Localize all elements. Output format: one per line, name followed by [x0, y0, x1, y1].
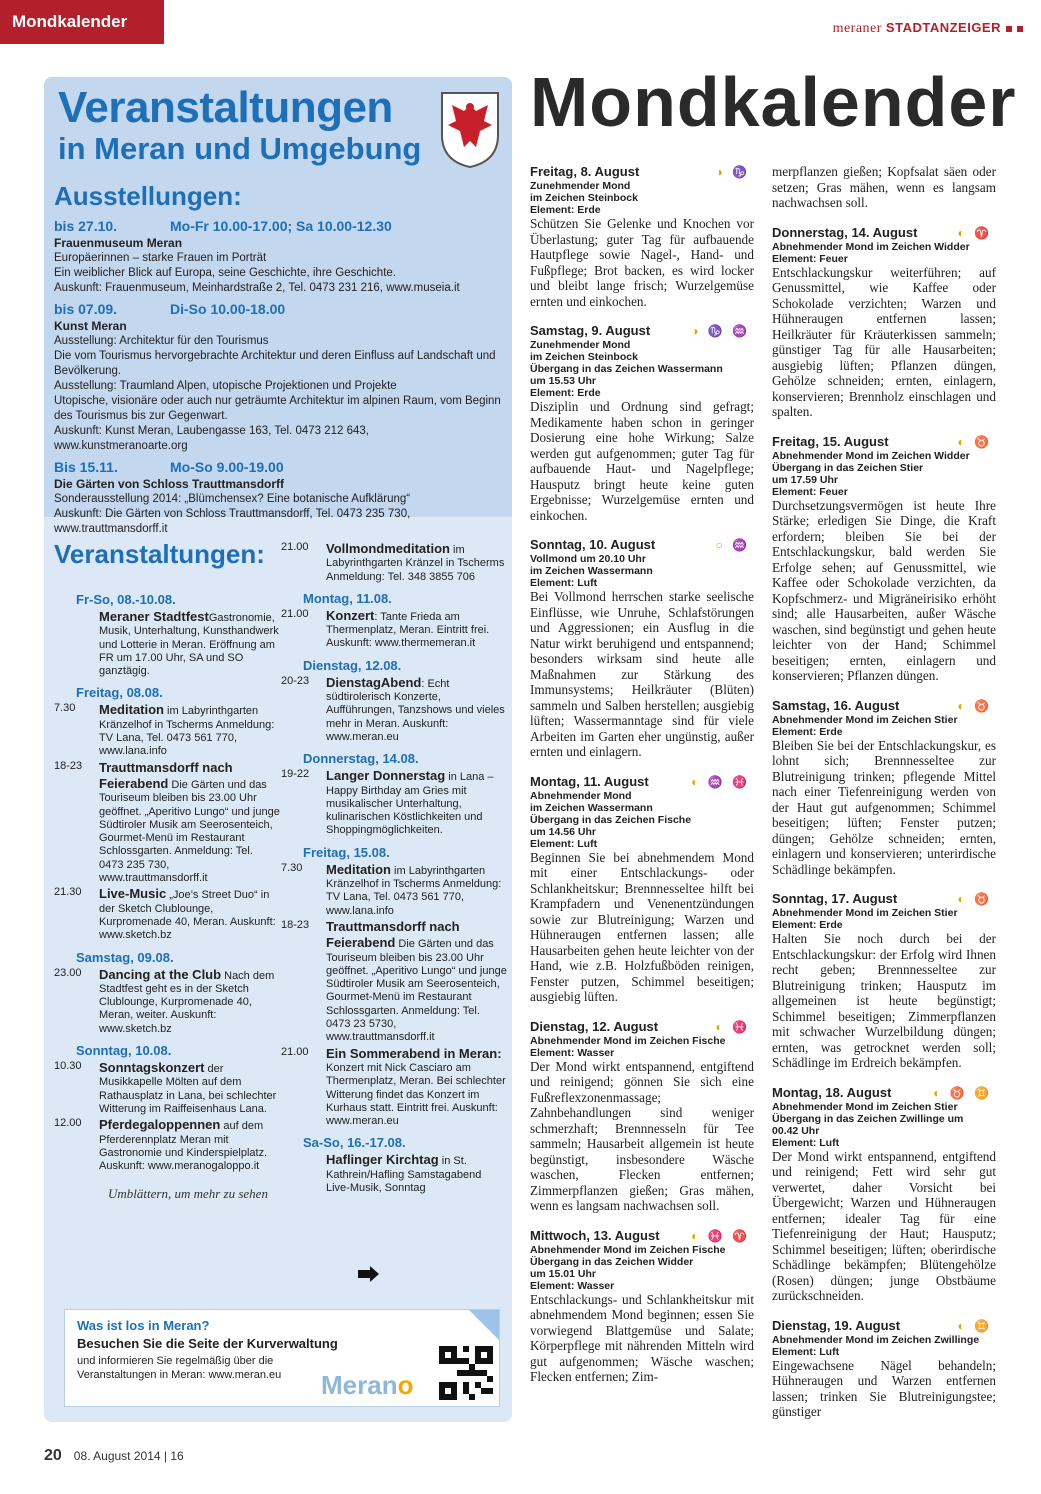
- brand-square-icon: [1017, 26, 1023, 32]
- event-day: Samstag, 09.08.: [76, 949, 174, 965]
- event-text: im Labyrinthgarten Kränzelhof in Tscherms Anmeldung: TV Lana, Tel. 0473 561 770, www.lana.info: [99, 705, 275, 758]
- exhibition-hours: Mo-Fr 10.00-17.00; Sa 10.00-12.30: [170, 218, 392, 234]
- moon-sub-line: Element: Erde: [530, 387, 601, 399]
- moon-day-heading: [530, 774, 754, 790]
- event-time: 7.30: [281, 861, 303, 874]
- page-footer: [44, 1447, 184, 1465]
- event-name: Pferdegaloppennen: [99, 1117, 221, 1133]
- moon-sub-line: Übergang in das Zeichen Zwillinge um: [772, 1112, 964, 1125]
- moon-entry: [530, 537, 754, 760]
- moon-phase-icon: ◑ ♑ ♒: [691, 324, 750, 338]
- moon-sub-line: Abnehmender Mond im Zeichen Stier: [772, 1100, 958, 1113]
- event-name: Ein Sommerabend in Meran:: [326, 1045, 502, 1061]
- moon-entry: [772, 164, 996, 211]
- event-body: [99, 760, 280, 886]
- event-name: DienstagAbend: [326, 674, 422, 690]
- moon-day-heading: [530, 537, 754, 553]
- event-body: [326, 862, 507, 918]
- exhibition-line: Auskunft: Frauenmuseum, Meinhardstraße 2, Tel. 0473 231 216, www.museia.it: [54, 282, 460, 294]
- event-row: [54, 1117, 280, 1173]
- moon-sub-line: Übergang in das Zeichen Widder: [530, 1255, 694, 1268]
- exhibition-line: Ausstellung: Traumland Alpen, utopische Projektionen und Projekte: [54, 380, 397, 392]
- event-name: Konzert: [326, 607, 375, 623]
- event-time: 21.00: [281, 1045, 309, 1058]
- event-body: [99, 1117, 280, 1173]
- qr-code-icon: [439, 1346, 493, 1400]
- moon-day: Dienstag, 12. August: [530, 1018, 659, 1034]
- moon-sub-line: Zunehmender Mond: [530, 180, 631, 192]
- event-day: Freitag, 08.08.: [76, 685, 163, 701]
- event-row: [281, 862, 507, 918]
- event-name: Trauttmansdorff nach Feierabend: [326, 918, 460, 951]
- moon-sub-line: Element: Wasser: [530, 1046, 615, 1059]
- moon-sub-line: Element: Erde: [530, 204, 601, 216]
- event-time: 21.00: [281, 607, 309, 620]
- event-text: „Joe’s Street Duo“ in der Sketch Clublounge, Kurpromenade 40, Meran. Auskunft: www.sketch.bz: [99, 889, 276, 942]
- event-name: Meditation: [326, 861, 391, 877]
- event-name: Haflinger Kirchtag: [326, 1152, 439, 1168]
- box-corner: [469, 1310, 499, 1340]
- moon-sub-line: 00.42 Uhr: [772, 1124, 820, 1137]
- moon-sub-line: Element: Erde: [772, 919, 843, 931]
- exhibition-item: [54, 300, 504, 454]
- moon-sub-line: Übergang in das Zeichen Wassermann: [530, 363, 723, 375]
- event-time: 7.30: [54, 702, 76, 715]
- exhibition-name: Kunst Meran: [54, 319, 127, 333]
- moon-text: Entschlackungskur weiterführen; auf Genussmittel, wie Kaffee oder Schokolade verzichten; Warzen und Hühneraugen entfernen lassen; Heilkräuter für Kräuterkissen sammeln; günstiger Tag für alle Hausarbeiten; ausgiebig lüften; Pflanzen düngen, Gehölze schneiden; ernten, einlagern, konservieren; Brennholz einschlagen und spalten.: [772, 264, 996, 419]
- moon-day-heading: [530, 323, 754, 339]
- event-time: 21.00: [281, 541, 309, 553]
- exhibition-line: Europäerinnen – starke Frauen im Porträt: [54, 252, 267, 264]
- moon-day-heading: [772, 1085, 996, 1101]
- moon-day-heading: [772, 1318, 996, 1334]
- exhibition-line: Auskunft: Die Gärten von Schloss Trauttmansdorff, Tel. 0473 235 730, www.trauttmansdorff.it: [54, 508, 411, 535]
- moon-phase-icon: ◐ ♉: [957, 698, 992, 713]
- event-text: Konzert mit Nick Casciaro am Thermenplatz, Meran. Bei schlechter Witterung findet das Konzert im Kurhaus statt. Eintritt frei. Auskunft: www.meran.eu: [326, 1061, 506, 1128]
- merano-info-box: [64, 1309, 500, 1407]
- coat-of-arms-icon: [440, 91, 500, 169]
- exhibition-line: Die vom Tourismus hervorgebrachte Architektur und deren Einfluss auf Landschaft und Bevölkerung.: [54, 350, 496, 377]
- event-text: im Labyrinthgarten Kränzel in Tscherms Anmeldung: Tel. 348 3855 706: [326, 544, 505, 583]
- moon-sub-line: um 14.56 Uhr: [530, 825, 596, 838]
- exhibition-name: Die Gärten von Schloss Trauttmansdorff: [54, 477, 285, 491]
- event-row: [281, 1152, 507, 1195]
- moon-entry: [530, 164, 754, 309]
- event-time: [54, 609, 99, 678]
- event-time: 12.00: [54, 1117, 82, 1130]
- event-body: [99, 609, 280, 678]
- moon-phase-icon: ◐ ♈: [957, 225, 992, 240]
- moon-entry: [530, 1019, 754, 1214]
- event-body: [326, 768, 507, 837]
- moon-day-heading: [772, 698, 996, 714]
- event-row: [281, 541, 507, 584]
- event-body: [326, 541, 507, 584]
- events-heading: Veranstaltungen:: [54, 539, 265, 569]
- moon-phase-icon: ◐ ♓ ♈: [691, 1228, 750, 1243]
- moon-entry: [530, 774, 754, 1005]
- moon-phase-icon: ◐ ♉: [957, 434, 992, 449]
- moon-sub-line: Abnehmender Mond im Zeichen Fische: [530, 1243, 726, 1256]
- moon-text: Bleiben Sie bei der Entschlackungskur, es lohnt sich; Brennnesseltee zur Blutreinigung trinken; pflegende Mittel nach einer Tiefenreinigung werden von der Haut gut aufgenommen; Schimmel beseitigen; lüften; Fenster putzen; düngen; Gehölze schneiden; ernten, einlagern und konservieren; unterirdische Schädlinge bekämpfen.: [772, 737, 996, 877]
- event-text: in St. Kathrein/Hafling Samstagabend Live-Musik, Sonntag: [326, 1155, 482, 1194]
- moon-text: Durchsetzungsvermögen ist heute Ihre Stärke; erledigen Sie Dinge, die Kraft erfordern; bleiben Sie bei der Entschlackungskur, bald werden Sie Erfolge sehen; auf Genussmittel, wie Kaffee oder Schokolade verzichten, da Kopfschmerz- und Migräneirisiko erhöht sind; alle Hausarbeiten, außer Wäsche waschen, sind begünstigt und gehen heute leichter von der Hand; Schimmel beseitigen; ernten, einlagern und konservieren; Pflanzen düngen.: [772, 497, 996, 683]
- page-number: 20: [44, 1447, 62, 1464]
- moon-day-heading: [530, 1019, 754, 1035]
- event-name: Meraner Stadtfest: [99, 609, 209, 624]
- event-body: [326, 919, 507, 1045]
- moon-day-heading: [772, 225, 996, 241]
- event-name: Sonntagskonzert: [99, 1060, 205, 1076]
- event-row: [281, 919, 507, 1045]
- events-column-1: [54, 585, 280, 1173]
- exhibition-hours: Di-So 10.00-18.00: [170, 301, 286, 317]
- exhibition-date: bis 07.09.: [54, 301, 118, 317]
- event-text: der Musikkapelle Mölten auf dem Rathausplatz in Lana, bei schlechter Witterung im Raiffeisenhaus Lana.: [99, 1063, 277, 1115]
- moon-day: Mittwoch, 13. August: [530, 1227, 660, 1243]
- moon-day: Montag, 18. August: [772, 1084, 892, 1100]
- brand-script: meraner: [832, 21, 882, 36]
- moon-column-2: [772, 164, 996, 1434]
- moon-day: Freitag, 15. August: [772, 433, 889, 449]
- moon-sub-line: Element: Luft: [772, 1136, 840, 1149]
- exhibition-date: Bis 15.11.: [54, 459, 118, 475]
- event-text: Gastronomie, Musik, Unterhaltung, Kunsthandwerk und Lotterie in Meran. Eröffnung am FR um 17.00 Uhr, SA und SO ganztägig.: [99, 612, 279, 678]
- exhibition-date: bis 27.10.: [54, 218, 118, 234]
- events-subtitle: in Meran und Umgebung: [58, 131, 422, 166]
- event-text: Die Gärten und das Touriseum bleiben bis 23.00 Uhr geöffnet. „Aperitivo Lungo“ und junge Südtiroler Musik am Seerosenteich, Gourmet-Menü im Restaurant Schlossgarten. Anmeldung: Tel. 0473 235 730, www.trauttmansdorff.it: [99, 778, 280, 885]
- moon-phase-icon: ◐ ♉ ♊: [933, 1085, 992, 1100]
- event-body: [326, 1152, 507, 1195]
- moon-day: Freitag, 8. August: [530, 164, 640, 179]
- event-row: [54, 967, 280, 1036]
- event-day: Montag, 11.08.: [303, 590, 392, 606]
- moon-sub-line: Element: Wasser: [530, 1279, 615, 1292]
- moon-sub-line: Element: Luft: [772, 1345, 840, 1358]
- moon-sub-line: Abnehmender Mond im Zeichen Stier: [772, 713, 958, 726]
- event-text: : Echt südtirolerisch Konzerte, Aufführungen, Tanzshows und vieles mehr in Meran. Auskunft: www.meran.eu: [326, 677, 505, 743]
- event-body: [99, 886, 280, 942]
- moon-entry: [772, 1085, 996, 1304]
- moon-day: Sonntag, 10. August: [530, 537, 656, 552]
- event-row: [281, 608, 507, 651]
- brand-square-icon: [1006, 26, 1012, 32]
- moon-sub-line: Zunehmender Mond: [530, 339, 631, 351]
- moon-sub-line: Element: Feuer: [772, 252, 848, 265]
- event-row: [54, 760, 280, 886]
- moon-sub-line: im Zeichen Wassermann: [530, 801, 653, 814]
- moon-entry: [772, 1318, 996, 1420]
- moon-day-heading: [772, 891, 996, 907]
- moon-entry: [530, 1228, 754, 1385]
- moon-day: Sonntag, 17. August: [772, 891, 898, 906]
- box-text: und informieren Sie regelmäßig über die Veranstaltungen in Meran: www.meran.eu: [77, 1355, 282, 1381]
- events-column-2: [281, 540, 507, 1195]
- merano-logo: [321, 1370, 413, 1401]
- moon-phase-icon: ◑ ♑: [715, 165, 750, 179]
- moon-sub-line: Vollmond um 20.10 Uhr: [530, 553, 646, 565]
- moon-phase-icon: ◐ ♒ ♓: [691, 774, 750, 789]
- moon-phase-icon: ◐ ♉: [957, 892, 992, 906]
- exhibition-line: Utopische, visionäre oder auch nur geträumte Architektur im alpinen Raum, vom Beginn des Tourismus bis zur Gegenwart.: [54, 395, 501, 422]
- moon-entry: [772, 891, 996, 1071]
- moon-day-heading: [530, 1228, 754, 1244]
- moon-sub-line: Abnehmender Mond im Zeichen Widder: [772, 449, 970, 462]
- event-time: 23.00: [54, 966, 82, 979]
- moon-day: Samstag, 16. August: [772, 697, 900, 713]
- moon-entry: [530, 323, 754, 523]
- moon-text: Bei Vollmond herrschen starke seelische Einflüsse, wie Unruhe, Schlafstörungen und Aggressionen; ein Ausflug in die Natur wirkt beruhigend und entspannend; besonders wirksam sind heute alle Maßnahmen zur Stärkung des Immunsystems; Heilkräuter (Blüten) sammeln und Salben herstellen; ausgiebig lüften; Wassermanntage sind für viele Arbeiten im Garten eher ungünstig, außer ernten und einlagern.: [530, 589, 754, 759]
- moon-sub-line: um 17.59 Uhr: [772, 473, 838, 486]
- event-name: Meditation: [99, 702, 164, 718]
- moon-entry: [772, 698, 996, 878]
- moon-text: merpflanzen gießen; Kopfsalat säen oder setzen; Gras mähen, wenn es langsam nachwachsen soll.: [772, 164, 996, 210]
- event-time: 10.30: [54, 1060, 82, 1073]
- event-text: Die Gärten und das Touriseum bleiben bis 23.00 Uhr geöffnet. „Aperitivo Lungo“ und junge Südtiroler Musik am Seerosenteich, Gourmet-Menü im Restaurant Schlossgarten. Anmeldung: Tel. 0473 23 5730, www.trauttmansdorff.it: [326, 938, 507, 1044]
- exhibition-line: Ausstellung: Architektur für den Tourismus: [54, 335, 269, 347]
- exhibition-line: Ein weiblicher Blick auf Europa, seine Geschichte, ihre Geschichte.: [54, 267, 396, 279]
- moon-sub-line: im Zeichen Steinbock: [530, 192, 638, 204]
- event-row: [54, 1060, 280, 1116]
- moon-phase-icon: ◐ ♊: [957, 1318, 992, 1333]
- exhibition-date-line: [54, 217, 504, 236]
- moon-text: Disziplin und Ordnung sind gefragt; Medikamente haben schon in geringer Dosierung eine hohe Wirkung; Salze werden gut aufgenommen; guter Tag für aufbauende Haut- und Nagelpflege; Hausputz bringt heute keine guten Ergebnisse; Wurzelgemüse ernten und einkochen.: [530, 399, 754, 523]
- exhibition-hours: Mo-So 9.00-19.00: [170, 459, 284, 475]
- event-time: 19-22: [281, 768, 310, 781]
- moon-day-heading: [772, 434, 996, 450]
- event-text: Nach dem Stadtfest geht es in der Sketch Clublounge, Kurpromenade 40, Meran, weiter. Auskunft: www.sketch.bz: [99, 969, 275, 1035]
- event-name: Vollmondmeditation: [326, 541, 450, 556]
- issue-info: 08. August 2014 | 16: [73, 1449, 184, 1463]
- event-time: 20-23: [281, 674, 310, 687]
- event-body: [326, 1046, 507, 1129]
- moon-sub-line: Element: Erde: [772, 725, 843, 738]
- moon-text: Halten Sie noch durch bei der Entschlackungskur: der Erfolg wird Ihnen recht geben; Brennnesseltee zur Blutreinigung trinken; Hausputz im allgemeinen ist heute begünstigt; Schimmel beseitigen; Zimmerpflanzen mit schwacher Wurzelbildung düngen; ernten, was getrocknet werden soll; Schädlinge im Erdreich bekämpfen.: [772, 931, 996, 1070]
- moon-text: Schützen Sie Gelenke und Knochen vor Überlastung; guter Tag für aufbauende Hautpflege sowie Nagel-, Hand- und Fußpflege; Brot backen, es wird locker und bleibt lange frisch; Wurzelgemüse ernten und einkochen.: [530, 216, 754, 309]
- exhibition-line: Sonderausstellung 2014: „Blümchensex? Eine botanische Aufklärung“: [54, 493, 411, 505]
- moon-entry: [772, 225, 996, 420]
- exhibition-line: Auskunft: Kunst Meran, Laubengasse 163, Tel. 0473 212 643, www.kunstmeranoarte.org: [54, 425, 369, 452]
- events-panel: [44, 77, 512, 1422]
- moon-text: Der Mond wirkt entspannend, entgiftend und reinigend; Fett wird sehr gut verwertet, daher Vorsicht bei Übergewicht; Warzen und Hühneraugen entfernen; idealer Tag für eine Tiefenreinigung der Haut; Hausputz; Schimmel beseitigen; lüften; oberirdische Schädlinge bekämpfen; Blütengehölze (Rosen) düngen; junge Obstbäume zurückschneiden.: [772, 1148, 996, 1303]
- event-name: Live-Music: [99, 886, 167, 902]
- event-body: [326, 608, 507, 651]
- event-name: Dancing at the Club: [99, 966, 222, 982]
- event-body: [326, 675, 507, 744]
- merano-logo-a: Meran: [321, 1370, 398, 1400]
- moon-sub-line: Abnehmender Mond: [530, 789, 632, 802]
- moon-sub-line: im Zeichen Steinbock: [530, 351, 638, 363]
- moon-sub-line: Abnehmender Mond im Zeichen Fische: [530, 1034, 726, 1047]
- moon-sub-line: Abnehmender Mond im Zeichen Zwillinge: [772, 1333, 980, 1346]
- event-day: Freitag, 15.08.: [303, 844, 390, 860]
- event-row: [54, 702, 280, 758]
- event-day: Dienstag, 12.08.: [303, 657, 402, 673]
- moon-sub-line: Element: Luft: [530, 577, 598, 589]
- event-time: [281, 1152, 326, 1195]
- arrow-right-icon: [356, 1266, 380, 1282]
- moon-sub-line: im Zeichen Wassermann: [530, 565, 653, 577]
- event-day: Donnerstag, 14.08.: [303, 751, 419, 767]
- section-tab: Mondkalender: [0, 0, 164, 44]
- moon-calendar-title: Mondkalender: [530, 63, 1017, 141]
- brand-bold: STADTANZEIGER: [885, 20, 1001, 35]
- event-name: Trauttmansdorff nach Feierabend: [99, 759, 233, 791]
- moon-text: Eingewachsene Nägel behandeln; Hühneraugen und Warzen entfernen lassen; trinken Sie Blutreinigungstee; günstiger: [772, 1357, 996, 1419]
- exhibition-date-line: [54, 300, 504, 319]
- event-day: Fr-So, 08.-10.08.: [76, 592, 176, 607]
- turn-page-hint: Umblättern, um mehr zu sehen: [108, 1186, 268, 1201]
- event-text: auf dem Pferderennplatz Meran mit Gastronomie und Kinderspielplatz. Auskunft: www.meranogaloppo.it: [99, 1120, 268, 1173]
- event-row: [54, 886, 280, 942]
- moon-day: Samstag, 9. August: [530, 323, 651, 338]
- moon-phase-icon: ○ ♒: [715, 538, 750, 552]
- moon-sub-line: um 15.53 Uhr: [530, 375, 596, 387]
- box-question: Was ist los in Meran?: [77, 1318, 210, 1333]
- event-day: Sa-So, 16.-17.08.: [303, 1135, 406, 1151]
- event-time: 18-23: [54, 759, 83, 772]
- exhibition-item: [54, 458, 504, 537]
- moon-sub-line: Abnehmender Mond im Zeichen Stier: [772, 907, 958, 919]
- moon-phase-icon: ◐ ♓: [715, 1019, 750, 1034]
- exhibition-date-line: [54, 458, 504, 477]
- event-name: Langer Donnerstag: [326, 768, 446, 784]
- moon-sub-line: Übergang in das Zeichen Stier: [772, 461, 924, 474]
- moon-sub-line: Abnehmender Mond im Zeichen Widder: [772, 240, 970, 253]
- exhibition-name: Frauenmuseum Meran: [54, 236, 183, 250]
- moon-sub-line: Element: Luft: [530, 837, 598, 850]
- moon-day-heading: [530, 164, 754, 180]
- moon-sub-line: Übergang in das Zeichen Fische: [530, 813, 692, 826]
- publication-brand: [833, 20, 1023, 37]
- moon-day: Dienstag, 19. August: [772, 1317, 901, 1333]
- moon-column-1: [530, 164, 754, 1399]
- event-text: im Labyrinthgarten Kränzelhof in Tscherms Anmeldung: TV Lana, Tel. 0473 561 770, www.lana.info: [326, 864, 502, 917]
- event-body: [99, 967, 280, 1036]
- moon-text: Entschlackungs- und Schlankheitskur mit abnehmendem Mond beginnen; essen Sie vorwiegend Blattgemüse und Salate; Körperpflege mit nährenden Mitteln wird gut aufgenommen; Wäsche waschen; Flecken entfernen; Zim-: [530, 1291, 754, 1384]
- event-time: 21.30: [54, 886, 82, 899]
- event-text: : Tante Frieda am Thermenplatz, Meran. Eintritt frei. Auskunft: www.thermemeran.it: [326, 610, 490, 650]
- event-time: 18-23: [281, 918, 310, 931]
- exhibitions-heading: Ausstellungen:: [54, 181, 242, 211]
- events-title: Veranstaltungen: [58, 83, 393, 132]
- event-row: [281, 1046, 507, 1129]
- moon-sub-line: Element: Feuer: [772, 485, 848, 498]
- event-body: [99, 702, 280, 758]
- moon-text: Beginnen Sie bei abnehmendem Mond mit einer Entschlackungs- oder Schlankheitskur; Brennnesseltee hilft bei Krampfadern und Venenentzündungen sowie zur Blutreinigung; Warzen und Hühneraugen entfernen lassen; alle Hausarbeiten gehen heute leichter von der Hand, wie z.B. Holzfußböden reinigen, Fenster putzen, Schimmel beseitigen; ausgiebig lüften.: [530, 849, 754, 1004]
- event-body: [99, 1060, 280, 1116]
- event-day: Sonntag, 10.08.: [76, 1043, 172, 1059]
- moon-entry: [772, 434, 996, 684]
- moon-day: Montag, 11. August: [530, 773, 649, 789]
- exhibition-item: [54, 217, 504, 296]
- moon-sub-line: um 15.01 Uhr: [530, 1267, 596, 1280]
- box-headline: Besuchen Sie die Seite der Kurverwaltung: [77, 1336, 338, 1351]
- event-row: [281, 768, 507, 837]
- merano-logo-b: o: [397, 1370, 414, 1400]
- event-row: [54, 609, 280, 678]
- event-row: [281, 675, 507, 744]
- event-text: in Lana – Happy Birthday am Gries mit musikalischer Unterhaltung, kulinarischen Köstlichkeiten und Shoppingmöglichkeiten.: [326, 771, 494, 837]
- exhibitions-list: [54, 217, 504, 541]
- moon-day: Donnerstag, 14. August: [772, 224, 918, 240]
- moon-text: Der Mond wirkt entspannend, entgiftend und reinigend; gönnen Sie sich eine Fußreflexzonenmassage; Zahnbehandlungen sind weniger schmerzhaft; Brennnesseln für Tee sammeln; Hausarbeit allgemein ist heute begünstigt, insbesondere Wäsche waschen, Flecken entfernen; Zimmerpflanzen gießen; Gras mähen, wenn es langsam nachwachsen soll.: [530, 1058, 754, 1213]
